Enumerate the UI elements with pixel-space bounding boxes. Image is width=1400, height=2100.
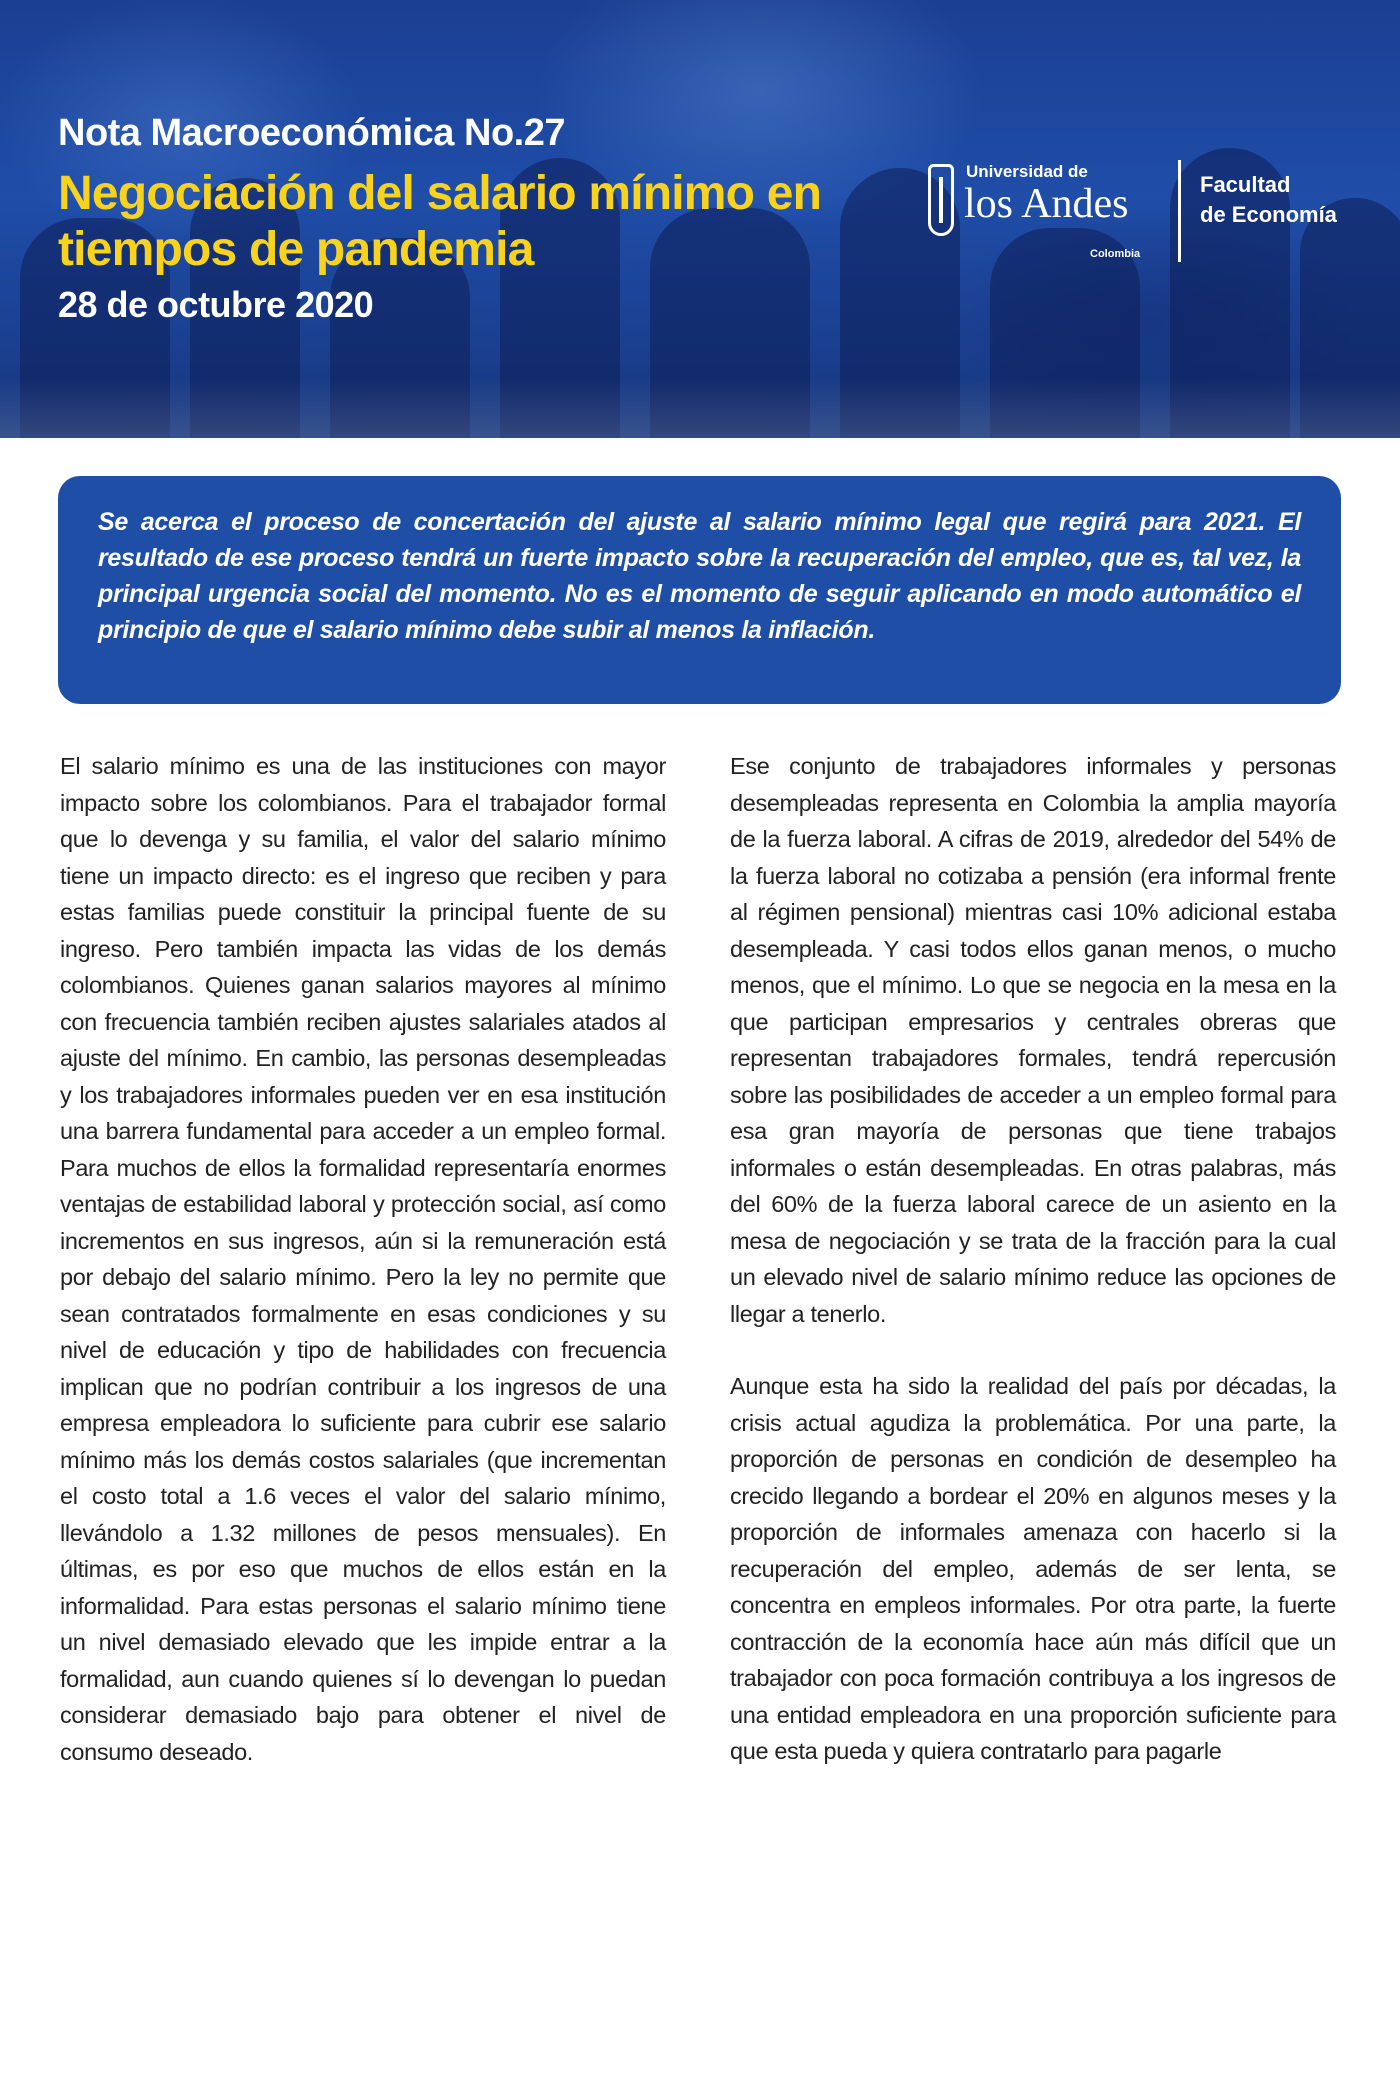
university-shield-icon [928,164,954,236]
logo-university-line: Universidad de [966,162,1088,181]
logo-university-name: los Andes [964,181,1129,227]
header-banner [0,0,1400,438]
logo-city: Colombia [1090,248,1141,260]
summary-text: Se acerca el proceso de concertación del ajuste al salario mínimo legal que regirá para 2021. El resultado de ese proceso tendrá un fuerte impacto sobre la recuperación del empleo, que es, tal vez, la principal urgencia social del momento. No es el momento de seguir aplicando en modo automático el principio de que el salario mínimo debe subir al menos la inflación. [98,508,1301,644]
body-paragraph: Ese conjunto de trabajadores informales y personas desempleadas representa en Colombia la amplia mayoría de la fuerza laboral. A cifras de 2019, alrededor del 54% de la fuerza laboral no cotizaba a pensión (era informal frente al régimen pensional) mientras casi 10% adicional estaba desempleada. Y casi todos ellos ganan menos, o mucho menos, que el mínimo. Lo que se negocia en la mesa en la que participan empresarios y centrales obreras que representan trabajadores formales, tendrá repercusión sobre las posibilidades de acceder a un empleo formal para esa gran mayoría de personas que tiene trabajos informales o están desempleadas. En otras palabras, más del 60% de la fuerza laboral carece de un asiento en la mesa de negociación y se trata de la fracción para la cual un elevado nivel de salario mínimo reduce las opciones de llegar a tenerlo. [730,753,1336,1327]
logo-divider [1178,160,1181,262]
university-logo [920,160,1350,270]
logo-faculty-line1: Facultad [1200,172,1291,197]
body-paragraph: Aunque esta ha sido la realidad del país por décadas, la crisis actual agudiza la problemática. Por una parte, la proporción de personas en condición de desempleo ha crecido llegando a bordear el 20% en algunos meses y la proporción de informales amenaza con hacerlo si la recuperación del empleo, además de ser lenta, se concentra en empleos informales. Por otra parte, la fuerte contracción de la economía hace aún más difícil que un trabajador con poca formación contribuya a los ingresos de una entidad empleadora en una proporción suficiente para que esta pueda y quiera contratarlo para pagarle [730,1373,1336,1764]
logo-faculty-line2: de Economía [1200,202,1337,227]
publication-date: 28 de octubre 2020 [58,284,374,325]
body-column-right [730,748,1336,1770]
body-paragraph: El salario mínimo es una de las instituciones con mayor impacto sobre los colombianos. Para el trabajador formal que lo devenga y su familia, el valor del salario mínimo tiene un impacto directo: es el ingreso que reciben y para estas familias puede constituir la principal fuente de su ingreso. Pero también impacta las vidas de los demás colombianos. Quienes ganan salarios mayores al mínimo con frecuencia también reciben ajustes salariales atados al ajuste del mínimo. En cambio, las personas desempleadas y los trabajadores informales pueden ver en esa institución una barrera fundamental para acceder a un empleo formal. Para muchos de ellos la formalidad representaría enormes ventajas de estabilidad laboral y protección social, así como incrementos en sus ingresos, aún si la remuneración está por debajo del salario mínimo. Pero la ley no permite que sean contratados formalmente en esas condiciones y su nivel de educación y tipo de habilidades con frecuencia implican que no podrían contribuir a los ingresos de una empresa empleadora lo suficiente para cubrir ese salario mínimo más los demás costos salariales (que incrementan el costo total a 1.6 veces el valor del salario mínimo, llevándolo a 1.32 millones de pesos mensuales). En últimas, es por eso que muchos de ellos están en la informalidad. Para estas personas el salario mínimo tiene un nivel demasiado elevado que les impide entrar a la formalidad, aun cuando quienes sí lo devengan lo puedan considerar demasiado bajo para obtener el nivel de consumo deseado. [60,753,666,1765]
body-column-left [60,748,666,1770]
summary-box [58,476,1341,704]
note-label: Nota Macroeconómica No.27 [58,112,565,154]
page-title: Negociación del salario mínimo en tiempos de pandemia [58,167,822,276]
